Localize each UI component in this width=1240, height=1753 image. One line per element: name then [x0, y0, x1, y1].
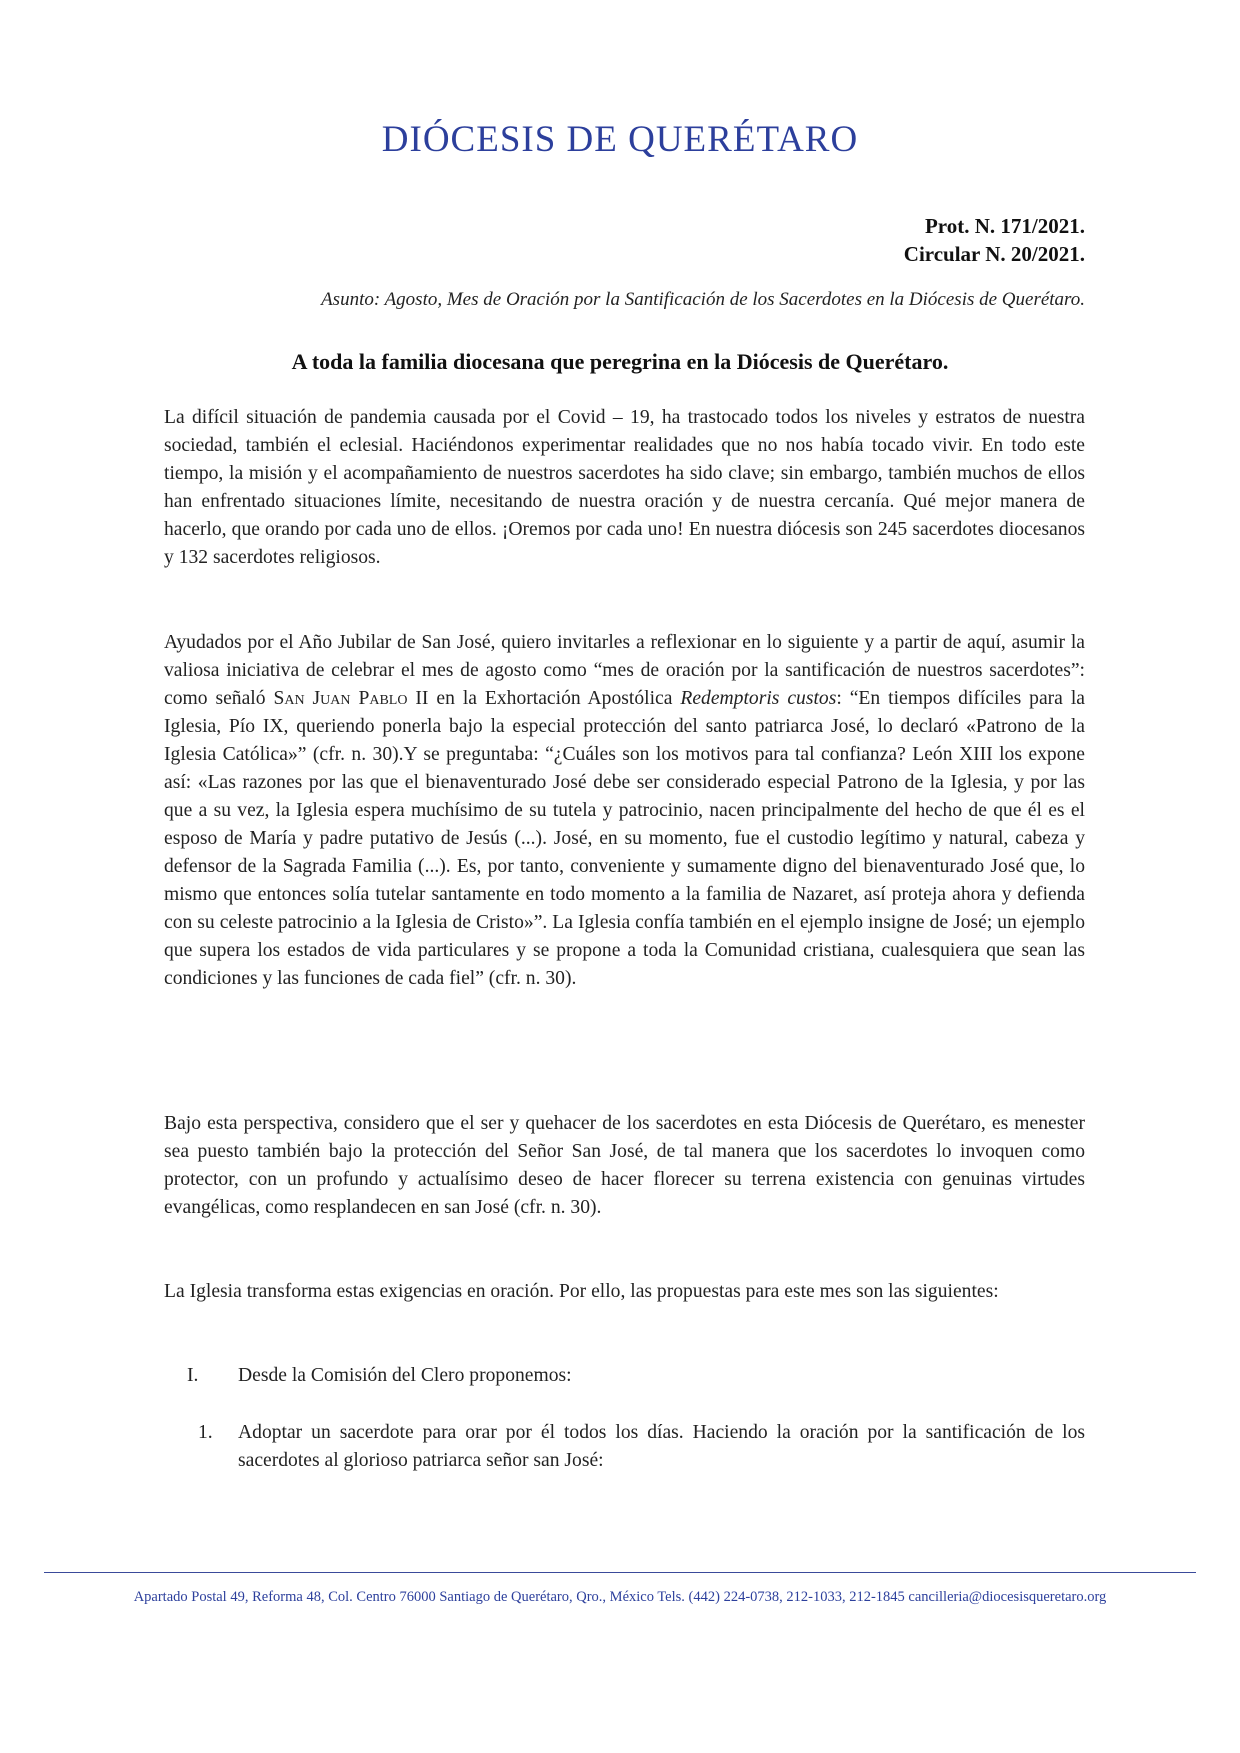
addressee: A toda la familia diocesana que peregrina en la Diócesis de Querétaro.: [291, 349, 949, 374]
paragraph-2-part-a: Ayudados por el Año Jubilar de San José, quiero invitarles a reflexionar en lo siguiente y a partir de aquí, asumir la valiosa iniciativa de celebrar el mes de agosto como “mes de oración por la santificación de nuestros sacerdotes”: como señaló: [164, 632, 1085, 709]
circular-number: Circular N. 20/2021.: [903, 242, 1085, 266]
exhortation-title: Redemptoris custos: [680, 688, 837, 709]
paragraph-1: La difícil situación de pandemia causada por el Covid – 19, ha trastocado todos los niveles y estratos de nuestra sociedad, también el eclesial. Haciéndonos experimentar realidades que no nos había tocado vivir. En todo este tiempo, la misión y el acompañamiento de nuestros sacerdotes ha sido clave; sin embargo, también muchos de ellos han enfrentado situaciones límite, necesitando de nuestra oración y de nuestra cercanía. Qué mejor manera de hacerlo, que orando por cada uno de ellos. ¡Oremos por cada uno! En nuestra diócesis son 245 sacerdotes diocesanos y 132 sacerdotes religiosos.: [164, 407, 1085, 568]
paragraph-2-part-c: : “En tiempos difíciles para la Iglesia, Pío IX, queriendo ponerla bajo la especial protección del santo patriarca José, lo declaró «Patrono de la Iglesia Católica»” (cfr. n. 30).Y se preguntaba: “¿Cuáles son los motivos para tal confianza? León XIII los expone así: «Las razones por las que el bienaventurado José debe ser considerado especial Patrono de la Iglesia, y por las que a su vez, la Iglesia espera muchísimo de su tutela y patrocinio, nacen principalmente del hecho de que él es el esposo de María y padre putativo de Jesús (...). José, en su momento, fue el custodio legítimo y natural, cabeza y defensor de la Sagrada Familia (...). Es, por tanto, conveniente y sumamente digno del bienaventurado José que, lo mismo que entonces solía tutelar santamente en todo momento a la familia de Nazaret, así proteja ahora y defienda con su celeste patrocinio a la Iglesia de Cristo»”. La Iglesia confía también en el ejemplo insigne de José; un ejemplo que supera los estados de vida particulares y se propone a toda la Comunidad cristiana, cualesquiera que sean las condiciones y las funciones de cada fiel” (cfr. n. 30).: [164, 688, 1085, 989]
page-title: DIÓCESIS DE QUERÉTARO: [381, 119, 859, 160]
list-number-marker: 1.: [198, 1422, 213, 1443]
paragraph-3: Bajo esta perspectiva, considero que el ser y quehacer de los sacerdotes en esta Diócesis de Querétaro, es menester sea puesto también bajo la protección del Señor San José, de tal manera que los sacerdotes lo invoquen como protector, con un profundo y actualísimo deseo de hacer florecer su terrena existencia con genuinas virtudes evangélicas, como resplandecen en san José (cfr. n. 30).: [164, 1113, 1085, 1218]
paragraph-2: [164, 629, 1085, 993]
protocol-number: Prot. N. 171/2021.: [924, 214, 1085, 238]
pope-name: San Juan Pablo: [273, 688, 408, 709]
list-number-item: Adoptar un sacerdote para orar por él todos los días. Haciendo la oración por la santificación de los sacerdotes al glorioso patriarca señor san José:: [238, 1422, 1085, 1471]
list-roman-item: Desde la Comisión del Clero proponemos:: [238, 1365, 572, 1386]
protocol-block: [904, 212, 1085, 268]
paragraph-2-part-b: II en la Exhortación Apostólica: [407, 688, 681, 709]
footer-divider: [44, 1572, 1196, 1573]
footer-address: Apartado Postal 49, Reforma 48, Col. Centro 76000 Santiago de Querétaro, Qro., México Tels. (442) 224-0738, 212-1033, 212-1845 cancilleria@diocesisqueretaro.org: [133, 1589, 1107, 1605]
paragraph-4: La Iglesia transforma estas exigencias en oración. Por ello, las propuestas para este mes son las siguientes:: [164, 1281, 999, 1302]
list-roman-marker: I.: [187, 1365, 199, 1386]
subject-line: Asunto: Agosto, Mes de Oración por la Santificación de los Sacerdotes en la Diócesis de Querétaro.: [321, 289, 1085, 310]
